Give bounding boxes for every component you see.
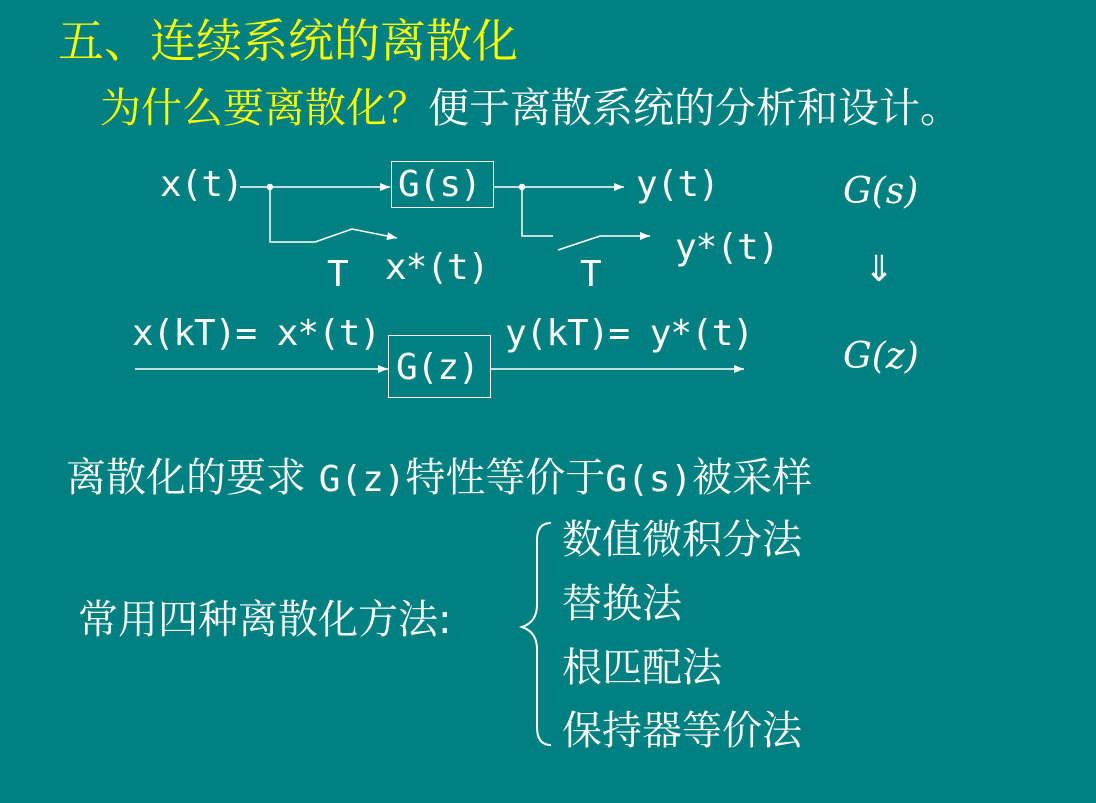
double-down-arrow-icon: ⇓ xyxy=(864,249,895,290)
input-xt-label: x(t) xyxy=(160,164,243,205)
sampled-output-label: y*(t) xyxy=(675,227,779,268)
requirement-gs: G(s) xyxy=(605,459,693,500)
block-gz-label: G(z) xyxy=(396,347,479,388)
requirement-gz: G(z) xyxy=(318,459,406,500)
sampler-1-period: T xyxy=(327,254,348,295)
methods-label: 常用四种离散化方法: xyxy=(78,597,452,643)
method-item-1: 数值微积分法 xyxy=(562,517,802,563)
method-item-2: 替换法 xyxy=(562,581,682,627)
sampler-2-period: T xyxy=(580,254,601,295)
output-yt-label: y(t) xyxy=(636,164,719,205)
block-gs-label: G(s) xyxy=(398,164,481,205)
method-item-3: 根匹配法 xyxy=(562,645,722,691)
output-ykt-label: y(kT)= y*(t) xyxy=(505,313,754,354)
requirement-prefix: 离散化的要求 xyxy=(66,455,319,501)
answer-text: 便于离散系统的分析和设计。 xyxy=(428,84,961,132)
transform-from-gs: G(s) xyxy=(843,171,919,212)
requirement-suffix: 被采样 xyxy=(692,455,813,501)
method-item-4: 保持器等价法 xyxy=(562,708,802,754)
sampled-input-label: x*(t) xyxy=(385,247,489,288)
input-xkt-label: x(kT)= x*(t) xyxy=(132,313,381,354)
requirement-middle: 特性等价于 xyxy=(405,455,606,501)
question-text: 为什么要离散化？ xyxy=(100,84,428,132)
transform-to-gz: G(z) xyxy=(843,336,919,377)
slide-title: 五、连续系统的离散化 xyxy=(58,14,518,68)
